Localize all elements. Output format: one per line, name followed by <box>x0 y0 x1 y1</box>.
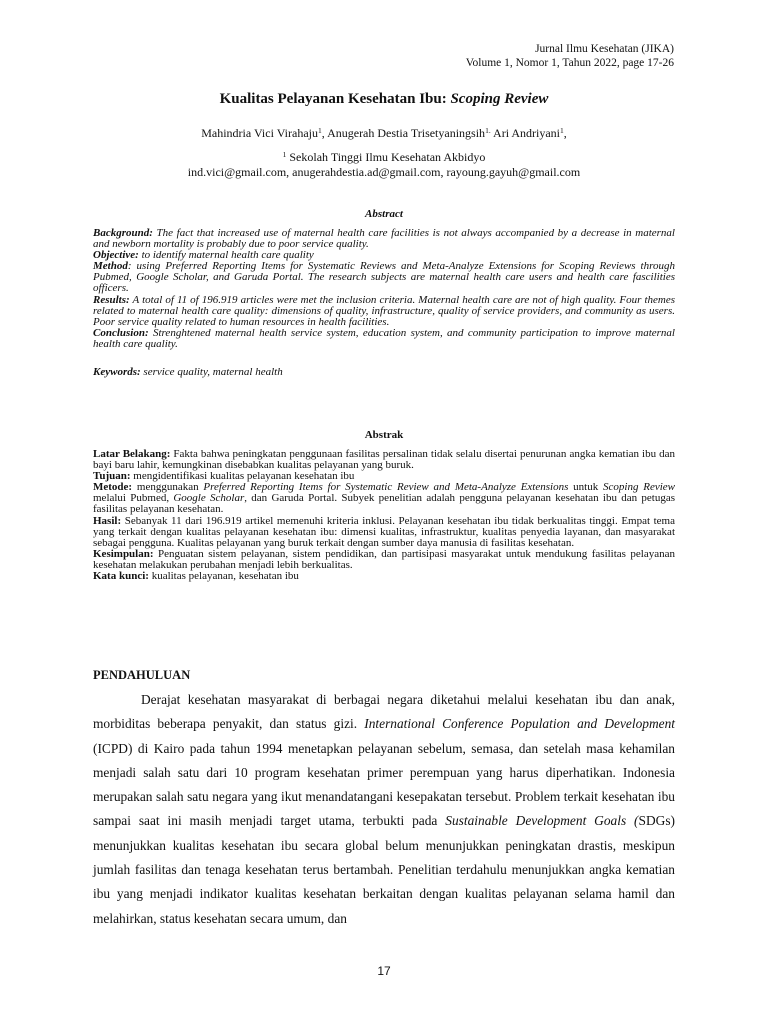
intro-text: Derajat kesehatan masyarakat di berbagai negara diketahui melalui kesehatan ibu dan anak, morbiditas beberapa penyakit, dan status gizi. <box>93 692 675 732</box>
background-text: The fact that increased use of maternal health care facilities is not always accompanied by a decrease in maternal and newborn mortality is probably due to poor service quality. <box>93 227 675 251</box>
metode-italic: Google Scholar <box>173 492 245 505</box>
author-name: Mahindria Vici Virahaju <box>201 126 318 140</box>
author-name: Ari Andriyani <box>490 126 561 140</box>
abstract-indonesian <box>93 449 675 582</box>
conclusion-text: Strenghtened maternal health service system, education system, and community participation to improve maternal health care quality. <box>93 326 675 350</box>
background-label: Background: <box>93 227 153 239</box>
tujuan-text: mengidentifikasi kualitas pelayanan kesehatan ibu <box>130 470 355 483</box>
results-text: A total of 11 of 196.919 articles were met the inclusion criteria. Maternal health care are not of high quality. Four themes related to maternal health care quality: dimensions of quality, infrastructure, quality of service providers, and community as users. Poor service quality related to human resources in health facilities. <box>93 293 675 328</box>
title-main: Kualitas Pelayanan Kesehatan Ibu: <box>219 91 451 107</box>
objective-label: Objective: <box>93 249 139 262</box>
author-separator: , <box>563 126 567 140</box>
kesimpulan-label: Kesimpulan: <box>93 547 154 560</box>
kesimpulan-text: Penguatan sistem pelayanan, sistem pendidikan, dan partisipasi masyarakat untuk mendukung fasilitas pelayanan kesehatan melakukan perubahan menjadi lebih berkualitas. <box>93 547 675 571</box>
journal-volume: Volume 1, Nomor 1, Tahun 2022, page 17-26 <box>465 57 674 69</box>
abstract-english <box>93 228 675 378</box>
intro-italic: International Conference Population and Development <box>364 716 675 732</box>
conclusion-label: Conclusion: <box>93 326 149 339</box>
affiliation-marker: 1. <box>485 126 491 135</box>
intro-italic: Sustainable Development Goals ( <box>445 813 639 829</box>
author-name: , Anugerah Destia Trisetyaningsih <box>321 126 486 140</box>
method-label: Method <box>93 260 128 273</box>
intro-text: SDGs) menunjukkan kualitas kesehatan ibu secara global belum menunjukkan peningkatan drastis, meskipun jumlah fasilitas dan tenaga kesehatan terus bertambah. Penelitian terdahulu menunjukkan angka kematian ibu yang menjadi indikator kualitas kesehatan berkaitan dengan kualitas pelayanan selama hamil dan melahirkan, status kesehatan secara umum, dan <box>93 813 675 926</box>
kata-kunci-text: kualitas pelayanan, kesehatan ibu <box>148 570 299 583</box>
author-emails: ind.vici@gmail.com, anugerahdestia.ad@gmail.com, rayoung.gayuh@gmail.com <box>187 165 581 179</box>
latar-text: Fakta bahwa peningkatan penggunaan fasilitas persalinan tidak selalu disertai penurunan angka kematian ibu dan bayi baru lahir, kemungkinan disebabkan kualitas pelayanan yang buruk. <box>93 448 675 472</box>
journal-name: Jurnal Ilmu Kesehatan (JIKA) <box>535 43 674 55</box>
affiliation-marker: 1 <box>317 126 322 135</box>
metode-text: , dan Garuda Portal. Subyek penelitian adalah pengguna pelayanan kesehatan ibu dan petugas fasilitas pelayanan kesehatan. <box>93 492 675 516</box>
hasil-text: Sebanyak 11 dari 196.919 artikel memenuhi kriteria inklusi. Pelayanan kesehatan ibu tidak berkualitas tinggi. Empat tema yang terkait dengan kualitas pelayanan kesehatan ibu: dimensi kualitas, infrastruktur, kualitas penyedia layanan, dan masyarakat sebagai pengguna. Kualitas pelayanan yang buruk terkait dengan sumber daya manusia di fasilitas kesehatan. <box>93 514 675 549</box>
hasil-label: Hasil: <box>93 514 122 527</box>
keywords-label: Keywords: <box>93 366 141 379</box>
author-list <box>0 126 768 140</box>
affiliation <box>0 150 768 180</box>
paper-title <box>0 91 768 108</box>
results-label: Results: <box>93 293 130 306</box>
intro-paragraph <box>93 688 675 931</box>
metode-text: menggunakan <box>132 481 204 494</box>
abstrak-heading: Abstrak <box>364 429 404 441</box>
abstract-heading: Abstract <box>365 208 403 220</box>
metode-label: Metode: <box>93 481 133 494</box>
metode-italic: Scoping Review <box>603 481 676 494</box>
affiliation-marker: 1 <box>282 150 287 159</box>
method-text: : using Preferred Reporting Items for Systematic Reviews and Meta-Analyze Extensions for Scoping Reviews through Pubmed, Google Scholar, and Garuda Portal. The research subjects are maternal health care users and health care fascilities officers. <box>93 260 675 295</box>
metode-text: untuk <box>568 481 604 494</box>
section-heading: PENDAHULUAN <box>93 668 191 682</box>
metode-italic: Preferred Reporting Items for Systematic Review and Meta-Analyze Extensions <box>203 481 569 494</box>
institution-name: Sekolah Tinggi Ilmu Kesehatan Akbidyo <box>286 150 486 164</box>
tujuan-label: Tujuan: <box>93 470 131 483</box>
objective-text: to identify maternal health care quality <box>138 249 314 262</box>
affiliation-marker: 1 <box>560 126 564 135</box>
page-number: 17 <box>377 964 391 978</box>
running-header <box>466 42 674 70</box>
keywords-text: service quality, maternal health <box>140 366 283 379</box>
kata-kunci-label: Kata kunci: <box>93 570 149 583</box>
latar-label: Latar Belakang: <box>93 448 171 460</box>
intro-text: (ICPD) di Kairo pada tahun 1994 menetapkan pelayanan sebelum, semasa, dan setelah masa kehamilan menjadi salah satu dari 10 program kesehatan primer perempuan yang harus diperhatikan. Indonesia merupakan salah satu negara yang ikut menandatangani kesepakatan tersebut. Problem terkait kesehatan ibu sampai saat ini masih menjadi target utama, terbukti pada <box>93 740 675 829</box>
title-italic: Scoping Review <box>450 91 549 107</box>
metode-text: melalui Pubmed, <box>93 492 174 505</box>
